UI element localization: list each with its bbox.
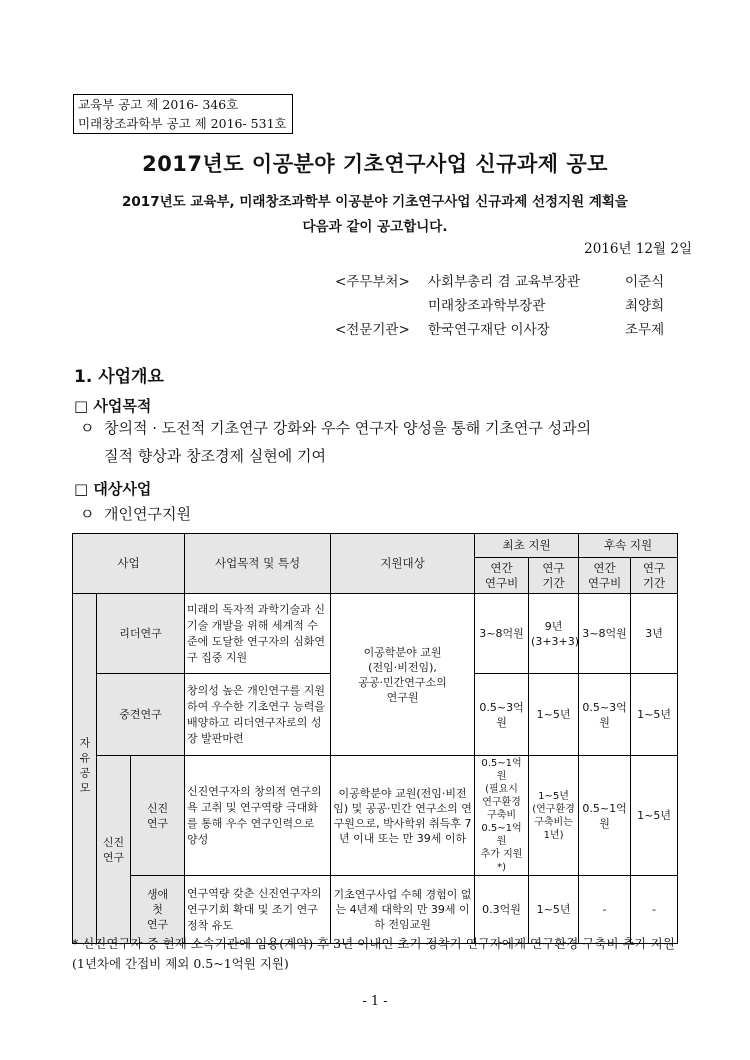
- first-purpose: 연구역량 갖춘 신진연구자의 연구기회 확대 및 조기 연구 정착 유도: [185, 876, 331, 944]
- header-target: 지원대상: [331, 534, 475, 594]
- first-follow-period: -: [631, 876, 678, 944]
- purpose-line-2: 질적 향상과 창조경제 실현에 기여: [104, 447, 326, 465]
- target-bullet-text: 개인연구지원: [104, 505, 191, 523]
- org-position: 한국연구재단 이사장: [428, 322, 550, 338]
- first-budget: 0.3억원: [475, 876, 529, 944]
- announcement-date: 2016년 12월 2일: [584, 241, 692, 257]
- notice-line-msip: 미래창조과학부 공고 제 2016- 531호: [78, 116, 287, 131]
- page-title: 2017년도 이공분야 기초연구사업 신규과제 공모: [142, 152, 608, 176]
- intro-line-1: 2017년도 교육부, 미래창조과학부 이공분야 기초연구사업 신규과제 선정지원 계획을: [122, 194, 628, 210]
- new-name: 신진 연구: [131, 756, 185, 876]
- org-row-2: [0, 294, 750, 314]
- leader-name: 리더연구: [97, 594, 185, 674]
- purpose-bullet: [80, 414, 680, 470]
- first-name: 생애 첫 연구: [131, 876, 185, 944]
- org-position: 사회부총리 겸 교육부장관: [428, 274, 581, 290]
- program-table: [72, 533, 678, 944]
- org-name: 조무제: [625, 322, 665, 338]
- footnote: * 신진연구자 중 현재 소속기관에 임용(계약) 후 3년 이내인 초기 정착기 연구자에게 연구환경 구축비 추가 지원(1년차에 간접비 제외 0.5~1억원 지원): [72, 936, 675, 971]
- header-follow-support: 후속 지원: [579, 534, 678, 558]
- header-purpose: 사업목적 및 특성: [185, 534, 331, 594]
- section-heading-overview: 1. 사업개요: [74, 367, 164, 387]
- purpose-line-1: 창의적 · 도전적 기초연구 강화와 우수 연구자 양성을 통해 기초연구 성과의: [104, 419, 592, 437]
- org-category: <전문기관>: [335, 322, 410, 338]
- intro-line-2: 다음과 같이 공고합니다.: [302, 219, 448, 235]
- new-purpose: 신진연구자의 창의적 연구의욕 고취 및 연구역량 극대화를 통해 우수 연구인력으로 양성: [185, 756, 331, 876]
- target-bullet: [80, 500, 680, 528]
- subheading-purpose: □ 사업목적: [74, 397, 152, 415]
- bullet-mark: ㅇ: [80, 419, 95, 437]
- subheading-target: □ 대상사업: [74, 480, 152, 498]
- org-row-1: [0, 270, 750, 290]
- org-position: 미래창조과학부장관: [428, 298, 546, 314]
- notice-line-moe: 교육부 공고 제 2016- 346호: [78, 97, 239, 112]
- header-program: 사업: [73, 534, 185, 594]
- leader-follow-budget: 3~8억원: [579, 594, 631, 674]
- free-category-label: 자유공모: [78, 736, 91, 797]
- mid-period: 1~5년: [529, 674, 579, 756]
- mid-name: 중견연구: [97, 674, 185, 756]
- page-number: - 1 -: [362, 994, 388, 1009]
- org-row-3: [0, 318, 750, 338]
- new-target: 이공학분야 교원(전임·비전임) 및 공공·민간 연구소의 연구원으로, 박사학위 취득후 7년 이내 또는 만 39세 이하: [331, 756, 475, 876]
- mid-follow-period: 1~5년: [631, 674, 678, 756]
- first-target: 기초연구사업 수혜 경험이 없는 4년제 대학의 만 39세 이하 전임교원: [331, 876, 475, 944]
- org-name: 이준식: [625, 274, 665, 290]
- new-period: 1~5년 (연구환경 구축비는 1년): [529, 756, 579, 876]
- mid-follow-budget: 0.5~3억원: [579, 674, 631, 756]
- new-budget: 0.5~1억원 (필요시 연구환경 구축비 0.5~1억원 추가 지원*): [475, 756, 529, 876]
- notice-number-box: [73, 94, 293, 134]
- intro-text: [70, 190, 680, 240]
- bullet-mark: ㅇ: [80, 505, 95, 523]
- leader-purpose: 미래의 독자적 과학기술과 신기술 개발을 위해 세계적 수준에 도달한 연구자의 심화연구 집중 지원: [185, 594, 331, 674]
- shared-target: 이공학분야 교원 (전임·비전임), 공공·민간연구소의 연구원: [331, 594, 475, 756]
- leader-budget: 3~8억원: [475, 594, 529, 674]
- header-annual-budget: 연간 연구비: [475, 558, 529, 594]
- first-follow-budget: -: [579, 876, 631, 944]
- mid-purpose: 창의성 높은 개인연구를 지원하여 우수한 기초연구 능력을 배양하고 리더연구자로의 성장 발판마련: [185, 674, 331, 756]
- header-initial-support: 최초 지원: [475, 534, 579, 558]
- new-group-label: 신진 연구: [97, 756, 131, 944]
- header-period: 연구 기간: [529, 558, 579, 594]
- mid-budget: 0.5~3억원: [475, 674, 529, 756]
- header-annual-budget: 연간 연구비: [579, 558, 631, 594]
- leader-period: 9년 (3+3+3): [529, 594, 579, 674]
- header-period: 연구 기간: [631, 558, 678, 594]
- org-category: <주무부처>: [335, 274, 410, 290]
- leader-follow-period: 3년: [631, 594, 678, 674]
- org-name: 최양희: [625, 298, 665, 314]
- free-category-cell: [73, 594, 97, 944]
- new-follow-period: 1~5년: [631, 756, 678, 876]
- new-follow-budget: 0.5~1억원: [579, 756, 631, 876]
- first-period: 1~5년: [529, 876, 579, 944]
